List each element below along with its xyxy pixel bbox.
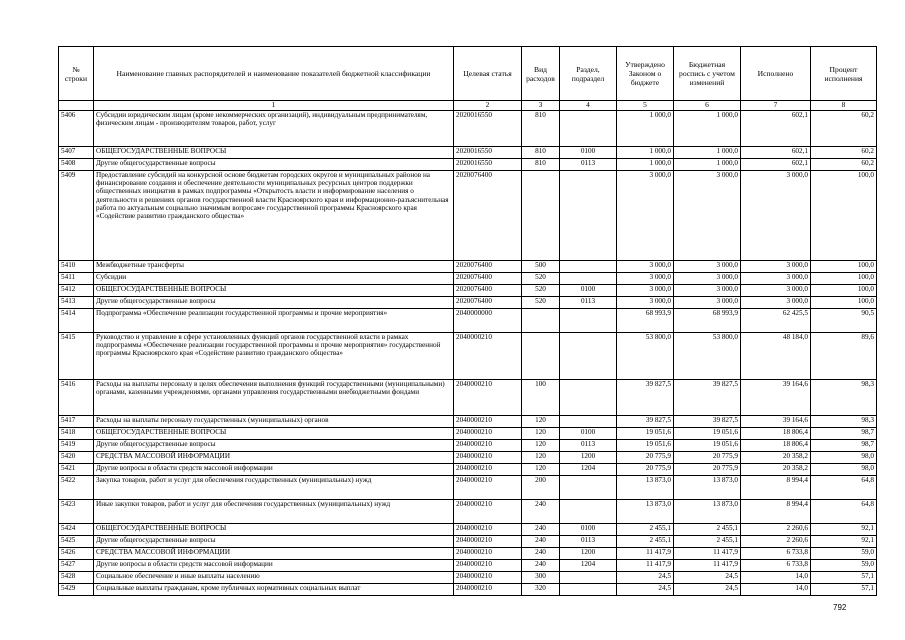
row-approved: 20 775,9 bbox=[617, 464, 674, 476]
header-revised: Бюджетная роспись с учетом изменений bbox=[674, 47, 741, 101]
row-section: 1200 bbox=[560, 548, 617, 560]
table-row bbox=[59, 464, 877, 476]
row-target-code: 2040000210 bbox=[454, 584, 522, 596]
row-name: Подпрограмма «Обеспечение реализации государственной программы и прочие мероприятия» bbox=[94, 309, 454, 333]
table-body bbox=[59, 111, 877, 596]
row-section: 0113 bbox=[560, 297, 617, 309]
row-expense-type: 200 bbox=[522, 476, 560, 500]
row-number: 5421 bbox=[59, 464, 94, 476]
table-row bbox=[59, 111, 877, 147]
row-percent: 98,0 bbox=[811, 464, 877, 476]
row-expense-type bbox=[522, 171, 560, 261]
row-name: ОБЩЕГОСУДАРСТВЕННЫЕ ВОПРОСЫ bbox=[94, 524, 454, 536]
col-number: 6 bbox=[674, 101, 741, 111]
row-approved: 24,5 bbox=[617, 584, 674, 596]
row-number: 5406 bbox=[59, 111, 94, 147]
row-section bbox=[560, 416, 617, 428]
table-row bbox=[59, 536, 877, 548]
row-number: 5412 bbox=[59, 285, 94, 297]
row-number: 5413 bbox=[59, 297, 94, 309]
row-number: 5425 bbox=[59, 536, 94, 548]
row-percent: 92,1 bbox=[811, 524, 877, 536]
table-row bbox=[59, 440, 877, 452]
row-percent: 60,2 bbox=[811, 111, 877, 147]
row-section: 0100 bbox=[560, 285, 617, 297]
row-target-code: 2040000210 bbox=[454, 560, 522, 572]
row-section: 1204 bbox=[560, 464, 617, 476]
row-revised: 3 000,0 bbox=[674, 171, 741, 261]
col-number: 8 bbox=[811, 101, 877, 111]
row-expense-type: 810 bbox=[522, 111, 560, 147]
row-target-code: 2020076400 bbox=[454, 285, 522, 297]
row-expense-type: 120 bbox=[522, 452, 560, 464]
row-approved: 13 873,0 bbox=[617, 500, 674, 524]
row-section bbox=[560, 333, 617, 380]
row-approved: 39 827,5 bbox=[617, 380, 674, 416]
row-percent: 100,0 bbox=[811, 171, 877, 261]
row-name: Другие вопросы в области средств массовой информации bbox=[94, 560, 454, 572]
row-name: Другие общегосударственные вопросы bbox=[94, 440, 454, 452]
col-number: 3 bbox=[522, 101, 560, 111]
row-executed: 2 260,6 bbox=[741, 536, 811, 548]
row-target-code: 2040000210 bbox=[454, 333, 522, 380]
row-percent: 98,3 bbox=[811, 416, 877, 428]
row-section bbox=[560, 572, 617, 584]
row-target-code: 2040000210 bbox=[454, 548, 522, 560]
column-numbers-row bbox=[59, 101, 877, 111]
row-number: 5422 bbox=[59, 476, 94, 500]
row-percent: 90,5 bbox=[811, 309, 877, 333]
row-number: 5418 bbox=[59, 428, 94, 440]
row-number: 5428 bbox=[59, 572, 94, 584]
row-percent: 64,8 bbox=[811, 476, 877, 500]
row-target-code: 2020076400 bbox=[454, 273, 522, 285]
table-row bbox=[59, 273, 877, 285]
row-executed: 602,1 bbox=[741, 111, 811, 147]
table-row bbox=[59, 452, 877, 464]
row-number: 5411 bbox=[59, 273, 94, 285]
table-row bbox=[59, 548, 877, 560]
row-target-code: 2020076400 bbox=[454, 261, 522, 273]
row-executed: 6 733,8 bbox=[741, 548, 811, 560]
row-approved: 68 993,9 bbox=[617, 309, 674, 333]
header-name: Наименование главных распорядителей и наименование показателей бюджетной классификации bbox=[94, 47, 454, 101]
row-expense-type: 500 bbox=[522, 261, 560, 273]
row-percent: 59,0 bbox=[811, 548, 877, 560]
row-executed: 3 000,0 bbox=[741, 273, 811, 285]
row-revised: 19 051,6 bbox=[674, 440, 741, 452]
row-revised: 24,5 bbox=[674, 584, 741, 596]
row-approved: 24,5 bbox=[617, 572, 674, 584]
header-section: Раздел, подраздел bbox=[560, 47, 617, 101]
table-row bbox=[59, 380, 877, 416]
row-name: Расходы на выплаты персоналу в целях обеспечения выполнения функций государственными (муниципальными) органами, казенными учреждениями, органами управления государственными внебюджетными фондами bbox=[94, 380, 454, 416]
table-row bbox=[59, 584, 877, 596]
row-target-code: 2040000000 bbox=[454, 309, 522, 333]
row-name: СРЕДСТВА МАССОВОЙ ИНФОРМАЦИИ bbox=[94, 548, 454, 560]
row-target-code: 2040000210 bbox=[454, 416, 522, 428]
row-name: Иные закупки товаров, работ и услуг для обеспечения государственных (муниципальных) нужд bbox=[94, 500, 454, 524]
table-row bbox=[59, 309, 877, 333]
row-name: Межбюджетные трансферты bbox=[94, 261, 454, 273]
row-revised: 13 873,0 bbox=[674, 476, 741, 500]
row-percent: 92,1 bbox=[811, 536, 877, 548]
table-row bbox=[59, 297, 877, 309]
row-revised: 3 000,0 bbox=[674, 273, 741, 285]
row-executed: 8 994,4 bbox=[741, 476, 811, 500]
row-number: 5407 bbox=[59, 147, 94, 159]
row-expense-type bbox=[522, 333, 560, 380]
row-percent: 60,2 bbox=[811, 159, 877, 171]
row-revised: 1 000,0 bbox=[674, 111, 741, 147]
row-percent: 100,0 bbox=[811, 273, 877, 285]
row-section: 1204 bbox=[560, 560, 617, 572]
row-name: СРЕДСТВА МАССОВОЙ ИНФОРМАЦИИ bbox=[94, 452, 454, 464]
row-name: ОБЩЕГОСУДАРСТВЕННЫЕ ВОПРОСЫ bbox=[94, 147, 454, 159]
row-revised: 3 000,0 bbox=[674, 297, 741, 309]
row-expense-type: 240 bbox=[522, 524, 560, 536]
row-executed: 3 000,0 bbox=[741, 171, 811, 261]
page-number: 792 bbox=[833, 603, 847, 612]
row-percent: 100,0 bbox=[811, 297, 877, 309]
row-approved: 3 000,0 bbox=[617, 297, 674, 309]
col-number: 2 bbox=[454, 101, 522, 111]
row-target-code: 2020016550 bbox=[454, 159, 522, 171]
row-percent: 57,1 bbox=[811, 584, 877, 596]
row-section: 1200 bbox=[560, 452, 617, 464]
row-number: 5414 bbox=[59, 309, 94, 333]
row-revised: 2 455,1 bbox=[674, 536, 741, 548]
row-revised: 11 417,9 bbox=[674, 560, 741, 572]
row-expense-type: 810 bbox=[522, 147, 560, 159]
row-name: Другие общегосударственные вопросы bbox=[94, 536, 454, 548]
row-target-code: 2040000210 bbox=[454, 452, 522, 464]
row-target-code: 2040000210 bbox=[454, 536, 522, 548]
table-row bbox=[59, 560, 877, 572]
row-approved: 2 455,1 bbox=[617, 524, 674, 536]
table-row bbox=[59, 261, 877, 273]
row-approved: 1 000,0 bbox=[617, 159, 674, 171]
row-expense-type: 300 bbox=[522, 572, 560, 584]
table-row bbox=[59, 416, 877, 428]
row-approved: 20 775,9 bbox=[617, 452, 674, 464]
row-expense-type: 240 bbox=[522, 548, 560, 560]
row-executed: 3 000,0 bbox=[741, 297, 811, 309]
col-number-blank bbox=[59, 101, 94, 111]
row-executed: 39 164,6 bbox=[741, 380, 811, 416]
row-section: 0100 bbox=[560, 428, 617, 440]
row-approved: 19 051,6 bbox=[617, 428, 674, 440]
row-executed: 20 358,2 bbox=[741, 464, 811, 476]
row-executed: 6 733,8 bbox=[741, 560, 811, 572]
header-percent: Процент исполнения bbox=[811, 47, 877, 101]
row-approved: 53 800,0 bbox=[617, 333, 674, 380]
row-name: ОБЩЕГОСУДАРСТВЕННЫЕ ВОПРОСЫ bbox=[94, 428, 454, 440]
col-number: 1 bbox=[94, 101, 454, 111]
row-expense-type: 810 bbox=[522, 159, 560, 171]
row-number: 5429 bbox=[59, 584, 94, 596]
row-executed: 62 425,5 bbox=[741, 309, 811, 333]
row-approved: 1 000,0 bbox=[617, 147, 674, 159]
row-section bbox=[560, 476, 617, 500]
row-name: Предоставление субсидий на конкурсной основе бюджетам городских округов и муниципальных районов на финансирование создания и обеспечение деятельности муниципальных ресурсных центров поддержки общественных инициатив в рамках подпрограммы «Открытость власти и информирование населения о деятельности и решениях органов государственной власти Красноярского края и информационно-разъяснительная работа по актуальным социально значимым вопросам» государственной программы Красноярского края «Содействие развитию гражданского общества» bbox=[94, 171, 454, 261]
table-row bbox=[59, 285, 877, 297]
row-percent: 64,8 bbox=[811, 500, 877, 524]
row-percent: 59,0 bbox=[811, 560, 877, 572]
row-revised: 11 417,9 bbox=[674, 548, 741, 560]
row-name: Социальное обеспечение и иные выплаты населению bbox=[94, 572, 454, 584]
row-section bbox=[560, 309, 617, 333]
row-name: Закупка товаров, работ и услуг для обеспечения государственных (муниципальных) нужд bbox=[94, 476, 454, 500]
row-percent: 100,0 bbox=[811, 261, 877, 273]
row-executed: 3 000,0 bbox=[741, 285, 811, 297]
row-revised: 20 775,9 bbox=[674, 464, 741, 476]
row-target-code: 2020016550 bbox=[454, 111, 522, 147]
row-executed: 3 000,0 bbox=[741, 261, 811, 273]
table-row bbox=[59, 524, 877, 536]
row-executed: 48 184,0 bbox=[741, 333, 811, 380]
row-section bbox=[560, 261, 617, 273]
row-number: 5420 bbox=[59, 452, 94, 464]
row-executed: 14,0 bbox=[741, 584, 811, 596]
row-name: Другие общегосударственные вопросы bbox=[94, 297, 454, 309]
row-target-code: 2020076400 bbox=[454, 171, 522, 261]
row-section: 0100 bbox=[560, 524, 617, 536]
row-target-code: 2020076400 bbox=[454, 297, 522, 309]
row-number: 5410 bbox=[59, 261, 94, 273]
row-percent: 98,3 bbox=[811, 380, 877, 416]
row-approved: 3 000,0 bbox=[617, 171, 674, 261]
row-percent: 89,6 bbox=[811, 333, 877, 380]
row-target-code: 2040000210 bbox=[454, 572, 522, 584]
row-executed: 8 994,4 bbox=[741, 500, 811, 524]
budget-table bbox=[58, 46, 877, 596]
row-section bbox=[560, 273, 617, 285]
row-revised: 24,5 bbox=[674, 572, 741, 584]
row-percent: 100,0 bbox=[811, 285, 877, 297]
row-revised: 2 455,1 bbox=[674, 524, 741, 536]
row-expense-type: 520 bbox=[522, 297, 560, 309]
row-percent: 98,7 bbox=[811, 428, 877, 440]
row-revised: 1 000,0 bbox=[674, 159, 741, 171]
row-target-code: 2040000210 bbox=[454, 524, 522, 536]
row-number: 5419 bbox=[59, 440, 94, 452]
row-name: Руководство и управление в сфере установленных функций органов государственной власти в рамках подпрограммы «Обеспечение реализации государственной программы и прочие мероприятия» государственной программы Красноярского края «Содействие развитию гражданского общества» bbox=[94, 333, 454, 380]
row-approved: 1 000,0 bbox=[617, 111, 674, 147]
row-number: 5423 bbox=[59, 500, 94, 524]
row-approved: 3 000,0 bbox=[617, 273, 674, 285]
row-expense-type: 120 bbox=[522, 440, 560, 452]
row-expense-type: 240 bbox=[522, 560, 560, 572]
table-row bbox=[59, 333, 877, 380]
row-expense-type: 520 bbox=[522, 285, 560, 297]
row-revised: 20 775,9 bbox=[674, 452, 741, 464]
row-number: 5426 bbox=[59, 548, 94, 560]
row-expense-type: 240 bbox=[522, 536, 560, 548]
row-name: ОБЩЕГОСУДАРСТВЕННЫЕ ВОПРОСЫ bbox=[94, 285, 454, 297]
row-section: 0113 bbox=[560, 440, 617, 452]
row-number: 5408 bbox=[59, 159, 94, 171]
row-section: 0100 bbox=[560, 147, 617, 159]
row-approved: 11 417,9 bbox=[617, 560, 674, 572]
row-number: 5427 bbox=[59, 560, 94, 572]
row-name: Другие вопросы в области средств массовой информации bbox=[94, 464, 454, 476]
row-revised: 39 827,5 bbox=[674, 416, 741, 428]
row-target-code: 2040000210 bbox=[454, 428, 522, 440]
row-executed: 14,0 bbox=[741, 572, 811, 584]
row-revised: 39 827,5 bbox=[674, 380, 741, 416]
table-row bbox=[59, 572, 877, 584]
row-revised: 1 000,0 bbox=[674, 147, 741, 159]
row-executed: 20 358,2 bbox=[741, 452, 811, 464]
row-target-code: 2020016550 bbox=[454, 147, 522, 159]
row-section bbox=[560, 500, 617, 524]
row-percent: 98,7 bbox=[811, 440, 877, 452]
row-number: 5415 bbox=[59, 333, 94, 380]
row-target-code: 2040000210 bbox=[454, 440, 522, 452]
row-expense-type: 120 bbox=[522, 416, 560, 428]
row-approved: 39 827,5 bbox=[617, 416, 674, 428]
table-row bbox=[59, 171, 877, 261]
row-executed: 602,1 bbox=[741, 159, 811, 171]
header-expense-type: Вид расходов bbox=[522, 47, 560, 101]
row-section: 0113 bbox=[560, 159, 617, 171]
table-header-row bbox=[59, 47, 877, 101]
row-executed: 18 806,4 bbox=[741, 428, 811, 440]
row-executed: 602,1 bbox=[741, 147, 811, 159]
table-row bbox=[59, 159, 877, 171]
row-percent: 57,1 bbox=[811, 572, 877, 584]
row-approved: 3 000,0 bbox=[617, 261, 674, 273]
row-percent: 60,2 bbox=[811, 147, 877, 159]
row-revised: 13 873,0 bbox=[674, 500, 741, 524]
row-approved: 3 000,0 bbox=[617, 285, 674, 297]
row-expense-type: 120 bbox=[522, 464, 560, 476]
row-expense-type: 100 bbox=[522, 380, 560, 416]
row-revised: 19 051,6 bbox=[674, 428, 741, 440]
row-approved: 2 455,1 bbox=[617, 536, 674, 548]
row-revised: 53 800,0 bbox=[674, 333, 741, 380]
row-expense-type: 520 bbox=[522, 273, 560, 285]
row-section: 0113 bbox=[560, 536, 617, 548]
row-number: 5417 bbox=[59, 416, 94, 428]
row-target-code: 2040000210 bbox=[454, 464, 522, 476]
row-number: 5409 bbox=[59, 171, 94, 261]
row-name: Субсидии юридическим лицам (кроме некоммерческих организаций), индивидуальным предпринимателям, физическим лицам - производителям товаров, работ, услуг bbox=[94, 111, 454, 147]
row-section bbox=[560, 584, 617, 596]
row-approved: 19 051,6 bbox=[617, 440, 674, 452]
col-number: 7 bbox=[741, 101, 811, 111]
row-name: Социальные выплаты гражданам, кроме публичных нормативных социальных выплат bbox=[94, 584, 454, 596]
row-target-code: 2040000210 bbox=[454, 476, 522, 500]
row-expense-type: 120 bbox=[522, 428, 560, 440]
row-expense-type bbox=[522, 309, 560, 333]
row-approved: 13 873,0 bbox=[617, 476, 674, 500]
row-section bbox=[560, 111, 617, 147]
header-executed: Исполнено bbox=[741, 47, 811, 101]
row-expense-type: 320 bbox=[522, 584, 560, 596]
row-target-code: 2040000210 bbox=[454, 380, 522, 416]
row-section bbox=[560, 380, 617, 416]
row-name: Субсидии bbox=[94, 273, 454, 285]
row-revised: 68 993,9 bbox=[674, 309, 741, 333]
row-revised: 3 000,0 bbox=[674, 285, 741, 297]
row-target-code: 2040000210 bbox=[454, 500, 522, 524]
row-expense-type: 240 bbox=[522, 500, 560, 524]
row-executed: 39 164,6 bbox=[741, 416, 811, 428]
row-percent: 98,0 bbox=[811, 452, 877, 464]
header-approved: Утверждено Законом о бюджете bbox=[617, 47, 674, 101]
row-revised: 3 000,0 bbox=[674, 261, 741, 273]
header-target-code: Целевая статья bbox=[454, 47, 522, 101]
col-number: 5 bbox=[617, 101, 674, 111]
row-name: Расходы на выплаты персоналу государственных (муниципальных) органов bbox=[94, 416, 454, 428]
table-row bbox=[59, 476, 877, 500]
table-row bbox=[59, 428, 877, 440]
table-row bbox=[59, 500, 877, 524]
header-row-number: № строки bbox=[59, 47, 94, 101]
row-name: Другие общегосударственные вопросы bbox=[94, 159, 454, 171]
col-number: 4 bbox=[560, 101, 617, 111]
row-approved: 11 417,9 bbox=[617, 548, 674, 560]
table-row bbox=[59, 147, 877, 159]
row-executed: 2 260,6 bbox=[741, 524, 811, 536]
row-number: 5424 bbox=[59, 524, 94, 536]
row-section bbox=[560, 171, 617, 261]
row-number: 5416 bbox=[59, 380, 94, 416]
row-executed: 18 806,4 bbox=[741, 440, 811, 452]
